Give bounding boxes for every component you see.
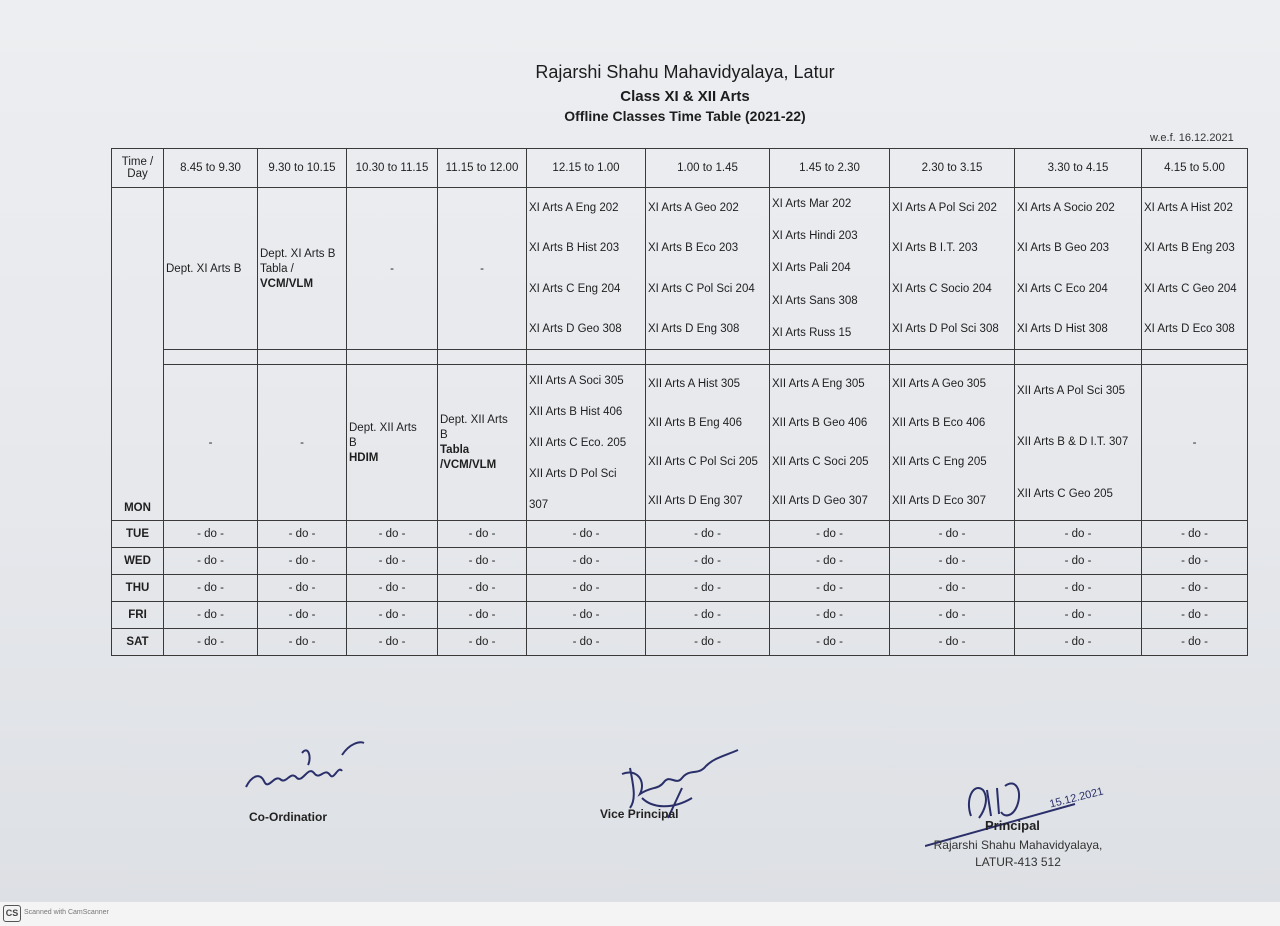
class-entry: XII Arts A Eng 305 xyxy=(772,378,865,391)
ditto-cell: - do - xyxy=(438,602,527,629)
class-entry: Tabla xyxy=(440,444,470,456)
class-entry: XI Arts A Socio 202 xyxy=(1017,202,1115,215)
ditto-cell: - do - xyxy=(770,575,890,602)
day-row-sat xyxy=(112,629,1248,656)
ditto-cell: - do - xyxy=(646,629,770,656)
class-slot xyxy=(438,365,527,521)
gap-cell xyxy=(890,350,1015,365)
class-entry: B xyxy=(349,436,357,449)
time-header-row xyxy=(112,149,1248,188)
class-entry: XI Arts Hindi 203 xyxy=(772,230,858,243)
class-entry: Dept. XII Arts xyxy=(349,421,417,434)
empty-slot-dash: - xyxy=(480,262,484,275)
ditto-cell: - do - xyxy=(438,548,527,575)
ditto-cell: - do - xyxy=(164,602,258,629)
ditto-cell: - do - xyxy=(347,521,438,548)
class-entry: XII Arts B & D I.T. 307 xyxy=(1017,436,1129,449)
ditto-cell: - do - xyxy=(770,602,890,629)
class-slot xyxy=(770,365,890,521)
empty-slot-dash: - xyxy=(390,262,394,275)
day-label-mon: MON xyxy=(112,188,164,521)
class-entry: XI Arts Mar 202 xyxy=(772,198,852,211)
ditto-cell: - do - xyxy=(1015,521,1142,548)
ditto-cell: - do - xyxy=(1015,629,1142,656)
college-address-line2: LATUR-413 512 xyxy=(975,855,1061,869)
time-slot-header: 1.45 to 2.30 xyxy=(770,149,890,188)
ditto-cell: - do - xyxy=(770,548,890,575)
ditto-cell: - do - xyxy=(527,548,646,575)
class-entry: XII Arts D Geo 307 xyxy=(772,494,868,507)
gap-cell xyxy=(347,350,438,365)
ditto-cell: - do - xyxy=(890,629,1015,656)
gap-cell xyxy=(164,350,258,365)
time-slot-header: 11.15 to 12.00 xyxy=(438,149,527,188)
ditto-cell: - do - xyxy=(164,629,258,656)
gap-cell xyxy=(1015,350,1142,365)
class-slot xyxy=(347,365,438,521)
day-label: TUE xyxy=(112,521,164,548)
ditto-cell: - do - xyxy=(646,602,770,629)
gap-cell xyxy=(1142,350,1248,365)
ditto-cell: - do - xyxy=(1142,548,1248,575)
class-entry: Dept. XI Arts B xyxy=(260,247,336,260)
class-entry: XI Arts A Pol Sci 202 xyxy=(892,202,997,215)
class-entry: XI Arts D Pol Sci 308 xyxy=(892,322,999,335)
class-slot xyxy=(646,188,770,350)
ditto-cell: - do - xyxy=(164,548,258,575)
time-slot-header: 8.45 to 9.30 xyxy=(164,149,258,188)
class-entry: /VCM/VLM xyxy=(440,459,497,471)
ditto-cell: - do - xyxy=(1015,575,1142,602)
empty-slot-dash: - xyxy=(208,436,213,449)
gap-cell xyxy=(258,350,347,365)
ditto-cell: - do - xyxy=(890,602,1015,629)
ditto-cell: - do - xyxy=(527,521,646,548)
class-slot xyxy=(1142,188,1248,350)
time-slot-header: 3.30 to 4.15 xyxy=(1015,149,1142,188)
time-slot-header: 4.15 to 5.00 xyxy=(1142,149,1248,188)
ditto-cell: - do - xyxy=(1142,602,1248,629)
class-entry: XI Arts A Geo 202 xyxy=(648,202,739,215)
effective-date: w.e.f. 16.12.2021 xyxy=(1150,132,1234,144)
day-label: WED xyxy=(112,548,164,575)
empty-slot xyxy=(1142,365,1248,521)
ditto-cell: - do - xyxy=(527,575,646,602)
class-subtitle: Class XI & XII Arts xyxy=(620,88,750,105)
ditto-cell: - do - xyxy=(770,629,890,656)
ditto-cell: - do - xyxy=(258,521,347,548)
class-entry: XII Arts B Hist 406 xyxy=(529,405,623,418)
coordinator-label: Co-Ordinatior xyxy=(249,810,327,824)
class-entry: XII Arts C Pol Sci 205 xyxy=(648,455,758,468)
principal-label: Principal xyxy=(985,818,1040,833)
mon-xi-row xyxy=(112,188,1248,350)
class-slot xyxy=(258,188,347,350)
day-row-thu xyxy=(112,575,1248,602)
ditto-cell: - do - xyxy=(258,602,347,629)
empty-slot-dash: - xyxy=(1192,436,1197,449)
ditto-cell: - do - xyxy=(347,548,438,575)
class-entry: HDIM xyxy=(349,451,379,464)
gap-cell xyxy=(646,350,770,365)
class-entry: XI Arts D Eco 308 xyxy=(1144,322,1235,335)
ditto-cell: - do - xyxy=(347,602,438,629)
class-entry: XII Arts C Soci 205 xyxy=(772,455,869,468)
ditto-cell: - do - xyxy=(1142,521,1248,548)
college-address-line1: Rajarshi Shahu Mahavidyalaya, xyxy=(933,838,1103,852)
empty-slot-dash: - xyxy=(300,436,304,449)
day-label: FRI xyxy=(112,602,164,629)
class-entry: XII Arts B Geo 406 xyxy=(772,417,868,430)
class-entry: Dept. XII Arts xyxy=(440,414,508,426)
class-entry: XII Arts B Eng 406 xyxy=(648,417,742,430)
class-slot xyxy=(527,365,646,521)
class-entry: XI Arts C Pol Sci 204 xyxy=(648,282,755,295)
class-entry: XI Arts B Geo 203 xyxy=(1017,242,1110,255)
class-entry: XII Arts C Geo 205 xyxy=(1017,488,1113,501)
ditto-cell: - do - xyxy=(164,575,258,602)
vice-principal-label: Vice Principal xyxy=(600,807,679,821)
ditto-cell: - do - xyxy=(1142,629,1248,656)
class-entry: XII Arts D Eng 307 xyxy=(648,494,743,507)
class-entry: XI Arts C Geo 204 xyxy=(1144,282,1237,295)
class-entry: XII Arts D Pol Sci xyxy=(529,467,617,480)
ditto-cell: - do - xyxy=(646,521,770,548)
class-entry: XII Arts A Hist 305 xyxy=(648,378,741,391)
empty-slot xyxy=(258,365,347,521)
class-slot xyxy=(164,188,258,350)
mon-xii-row xyxy=(112,365,1248,521)
class-entry: XI Arts B Hist 203 xyxy=(529,242,620,255)
timetable xyxy=(111,148,1248,656)
ditto-cell: - do - xyxy=(438,575,527,602)
class-slot xyxy=(527,188,646,350)
time-slot-header: 9.30 to 10.15 xyxy=(258,149,347,188)
day-row-tue xyxy=(112,521,1248,548)
class-entry: XI Arts D Hist 308 xyxy=(1017,322,1108,335)
ditto-cell: - do - xyxy=(527,629,646,656)
class-entry: XI Arts C Eng 204 xyxy=(529,282,621,295)
ditto-cell: - do - xyxy=(646,548,770,575)
class-entry: XII Arts B Eco 406 xyxy=(892,417,986,430)
class-entry: B xyxy=(440,429,448,441)
timetable-heading: Offline Classes Time Table (2021-22) xyxy=(564,108,806,124)
ditto-cell: - do - xyxy=(438,629,527,656)
camscanner-icon: CS xyxy=(3,905,21,922)
time-slot-header: 12.15 to 1.00 xyxy=(527,149,646,188)
ditto-cell: - do - xyxy=(438,521,527,548)
ditto-cell: - do - xyxy=(347,575,438,602)
gap-cell xyxy=(438,350,527,365)
ditto-cell: - do - xyxy=(258,629,347,656)
ditto-cell: - do - xyxy=(1015,548,1142,575)
ditto-cell: - do - xyxy=(1015,602,1142,629)
ditto-cell: - do - xyxy=(258,575,347,602)
class-entry: XI Arts C Eco 204 xyxy=(1017,282,1108,295)
class-slot xyxy=(1015,365,1142,521)
class-entry: VCM/VLM xyxy=(260,277,314,290)
class-entry: XII Arts A Pol Sci 305 xyxy=(1017,384,1126,397)
ditto-cell: - do - xyxy=(527,602,646,629)
class-entry: XI Arts A Eng 202 xyxy=(529,202,619,215)
class-entry: 307 xyxy=(529,498,549,511)
class-entry: XII Arts C Eco. 205 xyxy=(529,436,627,449)
ditto-cell: - do - xyxy=(890,548,1015,575)
ditto-cell: - do - xyxy=(890,521,1015,548)
time-slot-header: 2.30 to 3.15 xyxy=(890,149,1015,188)
day-label: THU xyxy=(112,575,164,602)
ditto-cell: - do - xyxy=(646,575,770,602)
class-entry: XII Arts D Eco 307 xyxy=(892,494,986,507)
class-slot xyxy=(890,188,1015,350)
coordinator-signature xyxy=(238,735,368,805)
ditto-cell: - do - xyxy=(164,521,258,548)
day-row-wed xyxy=(112,548,1248,575)
college-title: Rajarshi Shahu Mahavidyalaya, Latur xyxy=(535,62,835,82)
principal-date: 15.12.2021 xyxy=(1048,785,1105,811)
class-entry: XI Arts Russ 15 xyxy=(772,326,852,339)
class-entry: XII Arts A Geo 305 xyxy=(892,378,986,391)
class-entry: XII Arts A Soci 305 xyxy=(529,374,624,387)
day-label: SAT xyxy=(112,629,164,656)
ditto-cell: - do - xyxy=(770,521,890,548)
class-slot xyxy=(890,365,1015,521)
gap-cell xyxy=(770,350,890,365)
class-entry: XI Arts C Socio 204 xyxy=(892,282,992,295)
class-entry: XI Arts Pali 204 xyxy=(772,262,851,275)
time-slot-header: 1.00 to 1.45 xyxy=(646,149,770,188)
ditto-cell: - do - xyxy=(258,548,347,575)
class-entry: Dept. XI Arts B xyxy=(166,262,242,275)
ditto-cell: - do - xyxy=(1142,575,1248,602)
class-entry: Tabla / xyxy=(260,262,294,275)
class-slot xyxy=(770,188,890,350)
gap-cell xyxy=(527,350,646,365)
ditto-cell: - do - xyxy=(347,629,438,656)
class-entry: XII Arts C Eng 205 xyxy=(892,455,987,468)
empty-slot xyxy=(347,188,438,350)
principal-signature xyxy=(925,760,1125,850)
day-row-fri xyxy=(112,602,1248,629)
class-slot xyxy=(1015,188,1142,350)
scanned-with-text: Scanned with CamScanner xyxy=(24,909,109,916)
corner-header: Time / Day xyxy=(112,149,164,188)
class-entry: XI Arts B I.T. 203 xyxy=(892,242,978,255)
class-entry: XI Arts B Eng 203 xyxy=(1144,242,1235,255)
ditto-cell: - do - xyxy=(890,575,1015,602)
class-entry: XI Arts D Geo 308 xyxy=(529,322,622,335)
class-entry: XI Arts Sans 308 xyxy=(772,294,858,307)
class-entry: XI Arts A Hist 202 xyxy=(1144,202,1233,215)
mon-gap-row xyxy=(112,350,1248,365)
empty-slot xyxy=(164,365,258,521)
time-slot-header: 10.30 to 11.15 xyxy=(347,149,438,188)
class-slot xyxy=(646,365,770,521)
class-entry: XI Arts D Eng 308 xyxy=(648,322,740,335)
class-entry: XI Arts B Eco 203 xyxy=(648,242,739,255)
empty-slot xyxy=(438,188,527,350)
scanner-footer xyxy=(0,902,1280,926)
